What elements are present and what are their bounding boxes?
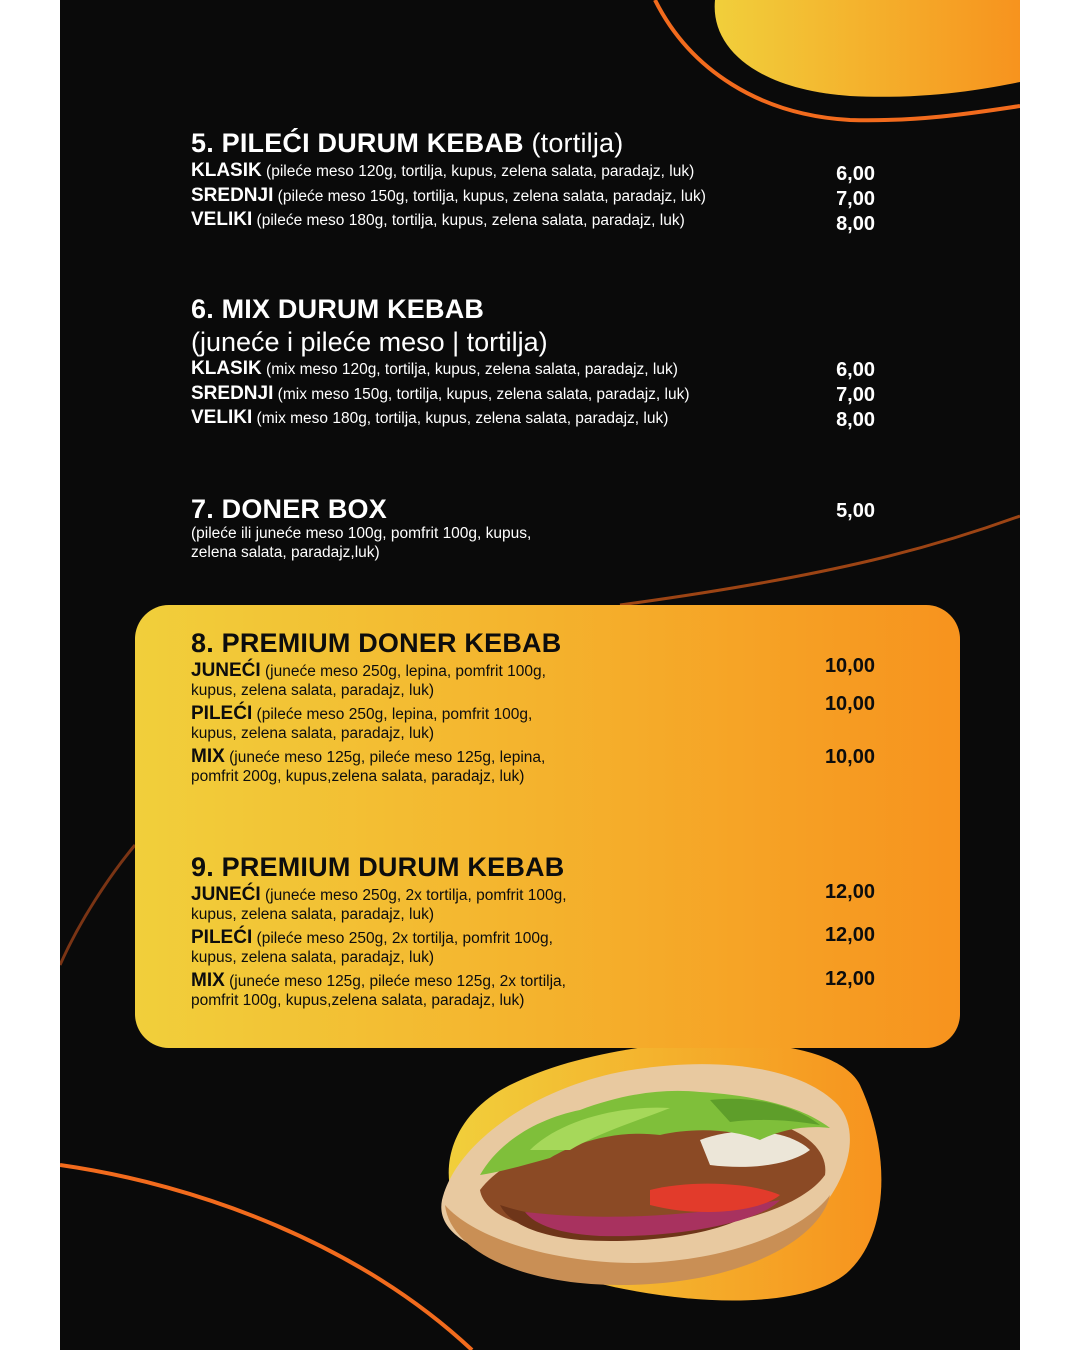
section-5-item-veliki: VELIKI (pileće meso 180g, tortilja, kupus, zelena salata, paradajz, luk) xyxy=(191,209,685,230)
section-6-title: 6. MIX DURUM KEBAB xyxy=(191,294,485,324)
section-9-item-pileci: PILEĆI (pileće meso 250g, 2x tortilja, pomfrit 100g, xyxy=(191,927,553,948)
menu-page xyxy=(60,0,1020,1350)
section-5-title: 5. PILEĆI DURUM KEBAB (tortilja) xyxy=(191,128,624,158)
section-5-price-veliki: 8,00 xyxy=(836,213,875,235)
top-yellow-blob xyxy=(715,0,1020,97)
section-7-desc-line-2: zelena salata, paradajz,luk) xyxy=(191,544,380,561)
section-5-item-klasik: KLASIK (pileće meso 120g, tortilja, kupus, zelena salata, paradajz, luk) xyxy=(191,160,695,181)
section-6-item-veliki: VELIKI (mix meso 180g, tortilja, kupus, zelena salata, paradajz, luk) xyxy=(191,407,669,428)
section-8-price-juneci: 10,00 xyxy=(824,655,875,677)
section-8-item-juneci-desc2: kupus, zelena salata, paradajz, luk) xyxy=(191,682,434,699)
section-8-item-mix-desc2: pomfrit 200g, kupus,zelena salata, paradajz, luk) xyxy=(191,768,525,785)
section-8-item-pileci: PILEĆI (pileće meso 250g, lepina, pomfrit 100g, xyxy=(191,703,533,724)
section-9-price-mix: 12,00 xyxy=(824,968,875,990)
section-5-item-srednji: SREDNJI (pileće meso 150g, tortilja, kupus, zelena salata, paradajz, luk) xyxy=(191,185,706,206)
section-5-price-srednji: 7,00 xyxy=(836,188,875,210)
section-9-item-mix-desc2: pomfrit 100g, kupus,zelena salata, paradajz, luk) xyxy=(191,992,525,1009)
section-9-item-juneci: JUNEĆI (juneće meso 250g, 2x tortilja, pomfrit 100g, xyxy=(191,884,567,905)
section-6-subtitle: (juneće i pileće meso | tortilja) xyxy=(191,327,548,357)
section-6-price-veliki: 8,00 xyxy=(836,409,875,431)
section-9-price-pileci: 12,00 xyxy=(824,924,875,946)
section-9-item-juneci-desc2: kupus, zelena salata, paradajz, luk) xyxy=(191,906,434,923)
section-8-price-mix: 10,00 xyxy=(824,746,875,768)
section-5-price-klasik: 6,00 xyxy=(836,163,875,185)
section-7-title: 7. DONER BOX xyxy=(191,494,387,524)
section-7-desc-line-1: (pileće ili juneće meso 100g, pomfrit 100g, kupus, xyxy=(191,525,532,542)
section-9-item-mix: MIX (juneće meso 125g, pileće meso 125g, 2x tortilja, xyxy=(191,970,566,991)
section-6-price-srednji: 7,00 xyxy=(836,384,875,406)
section-8-item-mix: MIX (juneće meso 125g, pileće meso 125g, lepina, xyxy=(191,746,546,767)
section-9-item-pileci-desc2: kupus, zelena salata, paradajz, luk) xyxy=(191,949,434,966)
left-brown-curve xyxy=(60,845,135,965)
section-7-price: 5,00 xyxy=(836,500,875,522)
section-6-item-klasik: KLASIK (mix meso 120g, tortilja, kupus, zelena salata, paradajz, luk) xyxy=(191,358,678,379)
section-6-price-klasik: 6,00 xyxy=(836,359,875,381)
section-8-item-pileci-desc2: kupus, zelena salata, paradajz, luk) xyxy=(191,725,434,742)
section-6-item-srednji: SREDNJI (mix meso 150g, tortilja, kupus, zelena salata, paradajz, luk) xyxy=(191,383,690,404)
section-8-title: 8. PREMIUM DONER KEBAB xyxy=(191,628,562,658)
section-9-price-juneci: 12,00 xyxy=(824,881,875,903)
section-8-price-pileci: 10,00 xyxy=(824,693,875,715)
bottom-orange-curve xyxy=(60,1165,472,1350)
section-9-title: 9. PREMIUM DURUM KEBAB xyxy=(191,852,565,882)
right-orange-curve xyxy=(620,516,1020,605)
section-8-item-juneci: JUNEĆI (juneće meso 250g, lepina, pomfrit 100g, xyxy=(191,660,546,681)
